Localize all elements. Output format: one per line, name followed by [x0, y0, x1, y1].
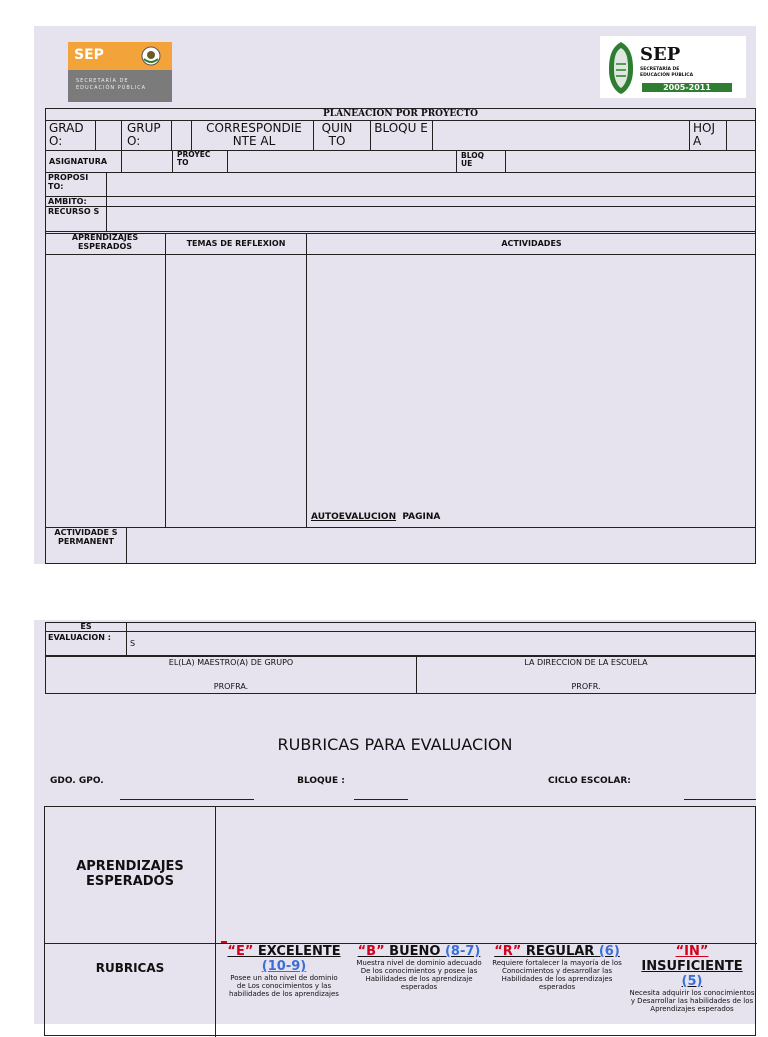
coat-of-arms-icon [140, 45, 162, 67]
years-badge: 2005-2011 [642, 83, 732, 92]
sep-logo-right [600, 36, 746, 98]
sep-brand-right: SEP [640, 44, 681, 65]
label-quinto: QUIN TO [321, 121, 353, 148]
label-ciclo-escolar: CICLO ESCOLAR: [548, 776, 631, 786]
label-asignatura: ASIGNATURA [49, 157, 108, 166]
label-ambito: AMBITO: [48, 197, 87, 206]
sep-subtitle: SECRETARÍA DE EDUCACIÓN PÚBLICA [76, 78, 147, 91]
label-es: ES [80, 622, 92, 631]
level-bueno: “B” BUENO (8-7) Muestra nivel de dominio adecuado De los conocimientos y posee las Habilidades de los aprendizaje esperados [356, 944, 482, 991]
label-proposito: PROPOSI TO: [48, 173, 89, 191]
label-grado: GRAD O: [49, 121, 84, 148]
label-gdo-gpo: GDO. GPO. [50, 776, 104, 786]
planning-form [45, 108, 756, 564]
signature-table [45, 656, 756, 694]
label-grupo: GRUP O: [127, 121, 161, 148]
label-bloque: BLOQU E [374, 121, 428, 135]
form-page-2 [34, 620, 756, 1024]
form-title: PLANEACION POR PROYECTO [322, 109, 478, 119]
label-proyecto: PROYEC TO [177, 150, 211, 167]
sep-brand: SEP [74, 47, 104, 63]
label-correspondiente: CORRESPONDIE NTE AL [206, 121, 302, 148]
label-aprendizajes-esperados: APRENDIZAJES ESPERADOS [76, 859, 184, 889]
level-regular: “R” REGULAR (6) Requiere fortalecer la mayoría de los Conocimientos y desarrollar las Habilidades de los aprendizajes esperados [492, 944, 622, 991]
label-evaluacion: EVALUACION : [48, 633, 111, 642]
col-actividades: ACTIVIDADES [501, 239, 562, 248]
label-direccion: LA DIRECCION DE LA ESCUELA [524, 658, 648, 667]
label-bloque-rubrica: BLOQUE : [297, 776, 345, 786]
sep-subtitle-right: SECRETARÍA DE EDUCACIÓN PÚBLICA [640, 67, 694, 78]
col-aprendizajes: APRENDIZAJES ESPERADOS [71, 233, 139, 251]
autoevaluacion-label: AUTOEVALUCION PAGINA [311, 512, 441, 522]
label-hoja: HOJ A [693, 121, 716, 148]
label-s: S [130, 639, 136, 648]
rubricas-title: RUBRICAS PARA EVALUACION [277, 735, 513, 754]
seal-icon [606, 40, 636, 96]
label-bloque-2: BLOQ UE [461, 151, 484, 168]
label-maestro: EL(LA) MAESTRO(A) DE GRUPO [168, 658, 294, 667]
rubric-table [44, 806, 756, 1036]
sep-logo-left [68, 42, 172, 102]
label-recursos: RECURSO S [48, 207, 100, 216]
red-mark [221, 941, 227, 943]
level-insuficiente: “IN” INSUFICIENTE (5) Necesita adquirir los conocimientos y Desarrollar las habilidades de los Aprendizajes esperados [629, 944, 755, 1013]
label-rubricas: RUBRICAS [95, 961, 165, 975]
label-profr: PROFR. [571, 682, 601, 691]
level-excelente: “E” EXCELENTE (10-9) Posee un alto nivel de dominio de Los conocimientos y las habilidades de los aprendizajes [227, 944, 341, 998]
evaluation-table [45, 622, 756, 656]
label-profra: PROFRA. [213, 682, 249, 691]
label-actividades-permanentes: ACTIVIDADE S PERMANENT [54, 528, 118, 546]
col-temas: TEMAS DE REFLEXION [186, 239, 286, 248]
form-page-1 [34, 26, 756, 564]
